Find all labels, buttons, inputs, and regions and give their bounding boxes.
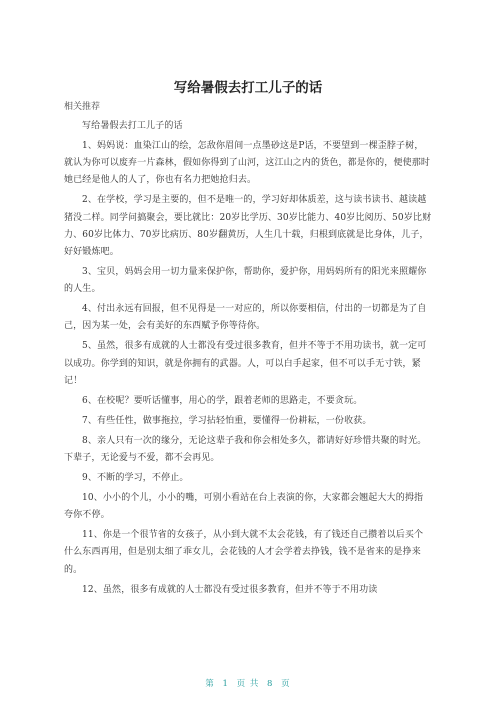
section-label: 相关推荐 (64, 102, 101, 112)
document-title: 写给暑假去打工儿子的话 (173, 80, 323, 96)
paragraph: 9、不断的学习，不停止。 (82, 473, 189, 484)
page-footer (0, 677, 496, 689)
paragraph: 4、付出永远有回报，但不见得是一一对应的，所以你要相信，付出的一切都是为了自己，因为某一处，会有美好的东西赋予你等待你。 (64, 304, 427, 332)
paragraph: 1、妈妈说：血染江山的绘，怎敌你眉间一点墨砂这是P话，不要望到一棵歪脖子树，就认为你可以废弃一片森林，假如你得到了山河，这江山之内的货色，都是你的，便使那时她已经是他人的人了，你也有名力把她抢归去。 (64, 141, 431, 186)
paragraph: 11、你是一个很节省的女孩子，从小到大就不太会花钱，有了钱还自己攒着以后买个什么东西再用，但是别太细了乖女儿，会花钱的人才会学着去挣钱，钱不是省来的是挣来的。 (64, 530, 424, 575)
paragraph: 5、虽然，很多有成就的人士都没有受过很多教育，但并不等于不用功读书，就一定可以成功。你学到的知识，就是你拥有的武器。人，可以白手起家，但不可以手无寸铁，紧记！ (64, 341, 427, 386)
document-body (64, 118, 432, 602)
total-pages-number: 8 (267, 679, 274, 689)
footer-middle: 页 共 (236, 679, 260, 689)
paragraph: 2、在学校，学习是主要的，但不是唯一的，学习好却体质差，这与读书读书、越读越猪没二样。同学问搞聚会，要比就比：20岁比学历、30岁比能力、40岁比阅历、50岁比财力、60岁比体力、70岁比病历、80岁翻黄历，人生几十载，归根到底就是比身体，儿子，好好锻炼吧。 (64, 195, 432, 258)
footer-prefix: 第 (205, 679, 215, 689)
paragraph: 6、在校呢？要听话懂事，用心的学，跟着老师的思路走，不要贪玩。 (82, 395, 363, 406)
footer-suffix: 页 (281, 679, 291, 689)
paragraph: 8、亲人只有一次的缘分，无论这辈子我和你会相处多久，都请好好珍惜共聚的时光。下辈子，无论爱与不爱，都不会再见。 (64, 435, 427, 464)
current-page-number: 1 (222, 679, 229, 689)
paragraph: 7、有些任性，做事拖拉，学习拈轻怕重，要懂得一份耕耘，一份收获。 (82, 415, 372, 426)
paragraph: 3、宝贝，妈妈会用一切力量来保护你，帮助你，爱护你，用妈妈所有的阳光来照耀你的人生。 (64, 267, 427, 295)
paragraph: 写给暑假去打工儿子的话 (82, 121, 183, 131)
paragraph: 12、虽然，很多有成就的人士都没有受过很多教育，但并不等于不用功读 (82, 584, 378, 595)
paragraph: 10、小小的个儿，小小的嘴，可别小看站在台上表演的你，大家都会翘起大大的拇指夸你不停。 (64, 493, 424, 521)
